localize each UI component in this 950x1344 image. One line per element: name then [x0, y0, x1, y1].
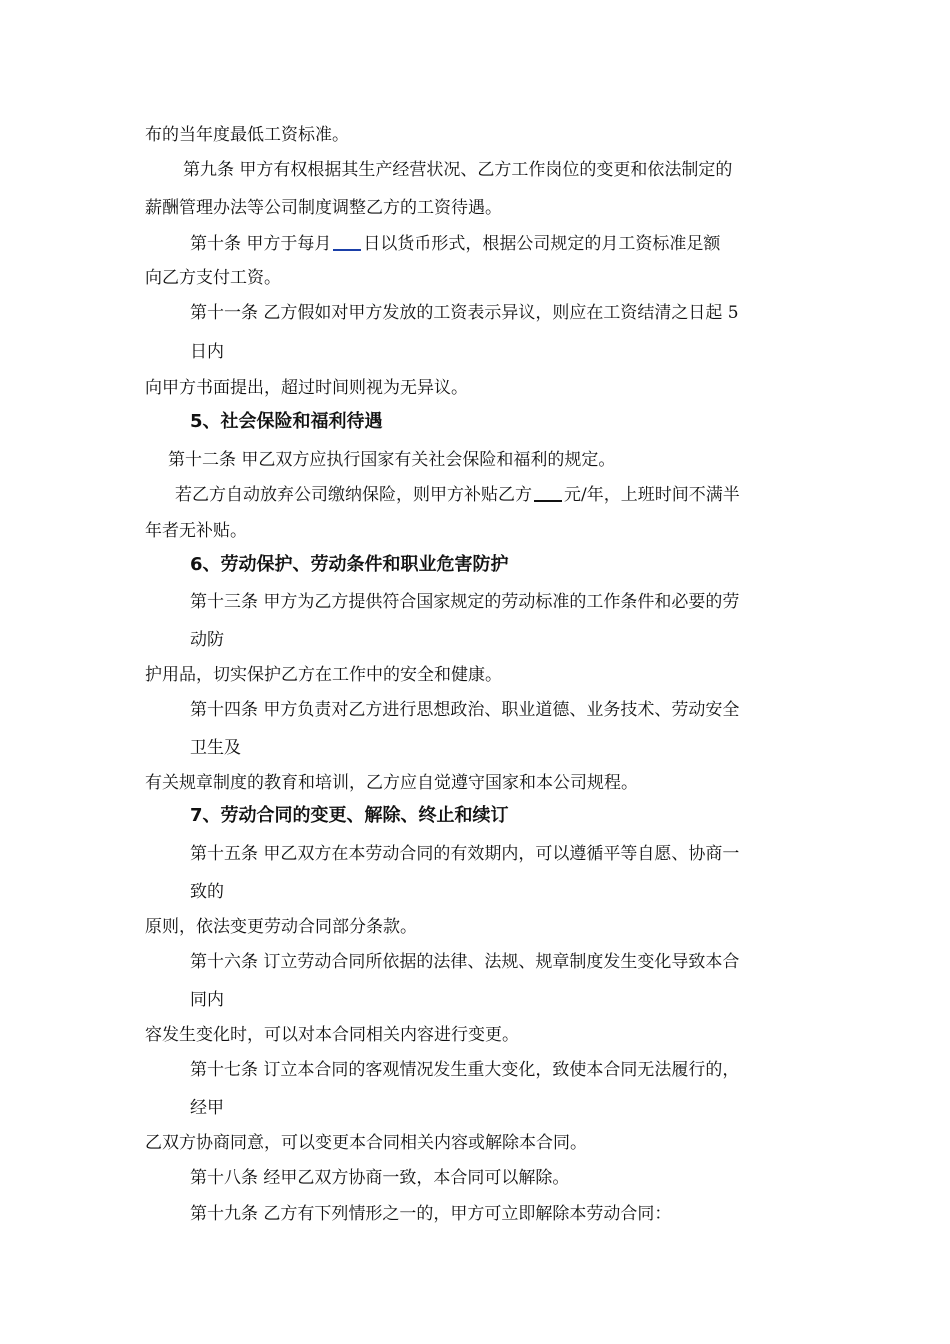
section-heading-5: 5、社会保险和福利待遇	[190, 411, 383, 432]
section-heading-7: 7、劳动合同的变更、解除、终止和续订	[190, 805, 509, 826]
subsidy-amount-blank[interactable]	[534, 484, 562, 502]
text-line: 经甲	[190, 1098, 224, 1118]
article-19: 第十九条 乙方有下列情形之一的，甲方可立即解除本劳动合同：	[190, 1204, 672, 1224]
text-line: 原则，依法变更劳动合同部分条款。	[145, 917, 417, 937]
text-line: 日内	[190, 342, 224, 362]
article-11: 第十一条 乙方假如对甲方发放的工资表示异议，则应在工资结清之日起 5	[190, 303, 739, 323]
text-line: 乙双方协商同意，可以变更本合同相关内容或解除本合同。	[145, 1133, 587, 1153]
article-9: 第九条 甲方有权根据其生产经营状况、乙方工作岗位的变更和依法制定的	[183, 160, 733, 180]
article-14: 第十四条 甲方负责对乙方进行思想政治、职业道德、业务技术、劳动安全	[190, 700, 740, 720]
text-line: 薪酬管理办法等公司制度调整乙方的工资待遇。	[145, 198, 502, 218]
article-17: 第十七条 订立本合同的客观情况发生重大变化，致使本合同无法履行的，	[190, 1060, 740, 1080]
article-13: 第十三条 甲方为乙方提供符合国家规定的劳动标准的工作条件和必要的劳	[190, 592, 740, 612]
article-16: 第十六条 订立劳动合同所依据的法律、法规、规章制度发生变化导致本合	[190, 952, 740, 972]
text-line: 有关规章制度的教育和培训，乙方应自觉遵守国家和本公司规程。	[145, 773, 638, 793]
article-12: 第十二条 甲乙双方应执行国家有关社会保险和福利的规定。	[168, 450, 616, 470]
section-heading-6: 6、劳动保护、劳动条件和职业危害防护	[190, 554, 509, 575]
article-15: 第十五条 甲乙双方在本劳动合同的有效期内，可以遵循平等自愿、协商一	[190, 844, 740, 864]
subsidy-text-b: 元/年，上班时间不满半	[564, 485, 740, 505]
text-line: 年者无补贴。	[145, 521, 247, 541]
text-line: 动防	[190, 630, 224, 650]
subsidy-clause	[175, 484, 740, 506]
text-line: 护用品，切实保护乙方在工作中的安全和健康。	[145, 665, 502, 685]
article-10-text-a: 第十条 甲方于每月	[190, 234, 332, 254]
text-line: 容发生变化时，可以对本合同相关内容进行变更。	[145, 1025, 519, 1045]
pay-day-blank[interactable]	[333, 233, 361, 251]
article-10-text-b: 日以货币形式，根据公司规定的月工资标准足额	[363, 234, 721, 254]
text-line: 布的当年度最低工资标准。	[145, 125, 349, 145]
article-18: 第十八条 经甲乙双方协商一致，本合同可以解除。	[190, 1168, 570, 1188]
text-line: 卫生及	[190, 738, 241, 758]
text-line: 向乙方支付工资。	[145, 268, 281, 288]
subsidy-text-a: 若乙方自动放弃公司缴纳保险，则甲方补贴乙方	[175, 485, 532, 505]
text-line: 向甲方书面提出，超过时间则视为无异议。	[145, 378, 468, 398]
article-10	[190, 233, 720, 255]
text-line: 同内	[190, 990, 224, 1010]
text-line: 致的	[190, 882, 224, 902]
